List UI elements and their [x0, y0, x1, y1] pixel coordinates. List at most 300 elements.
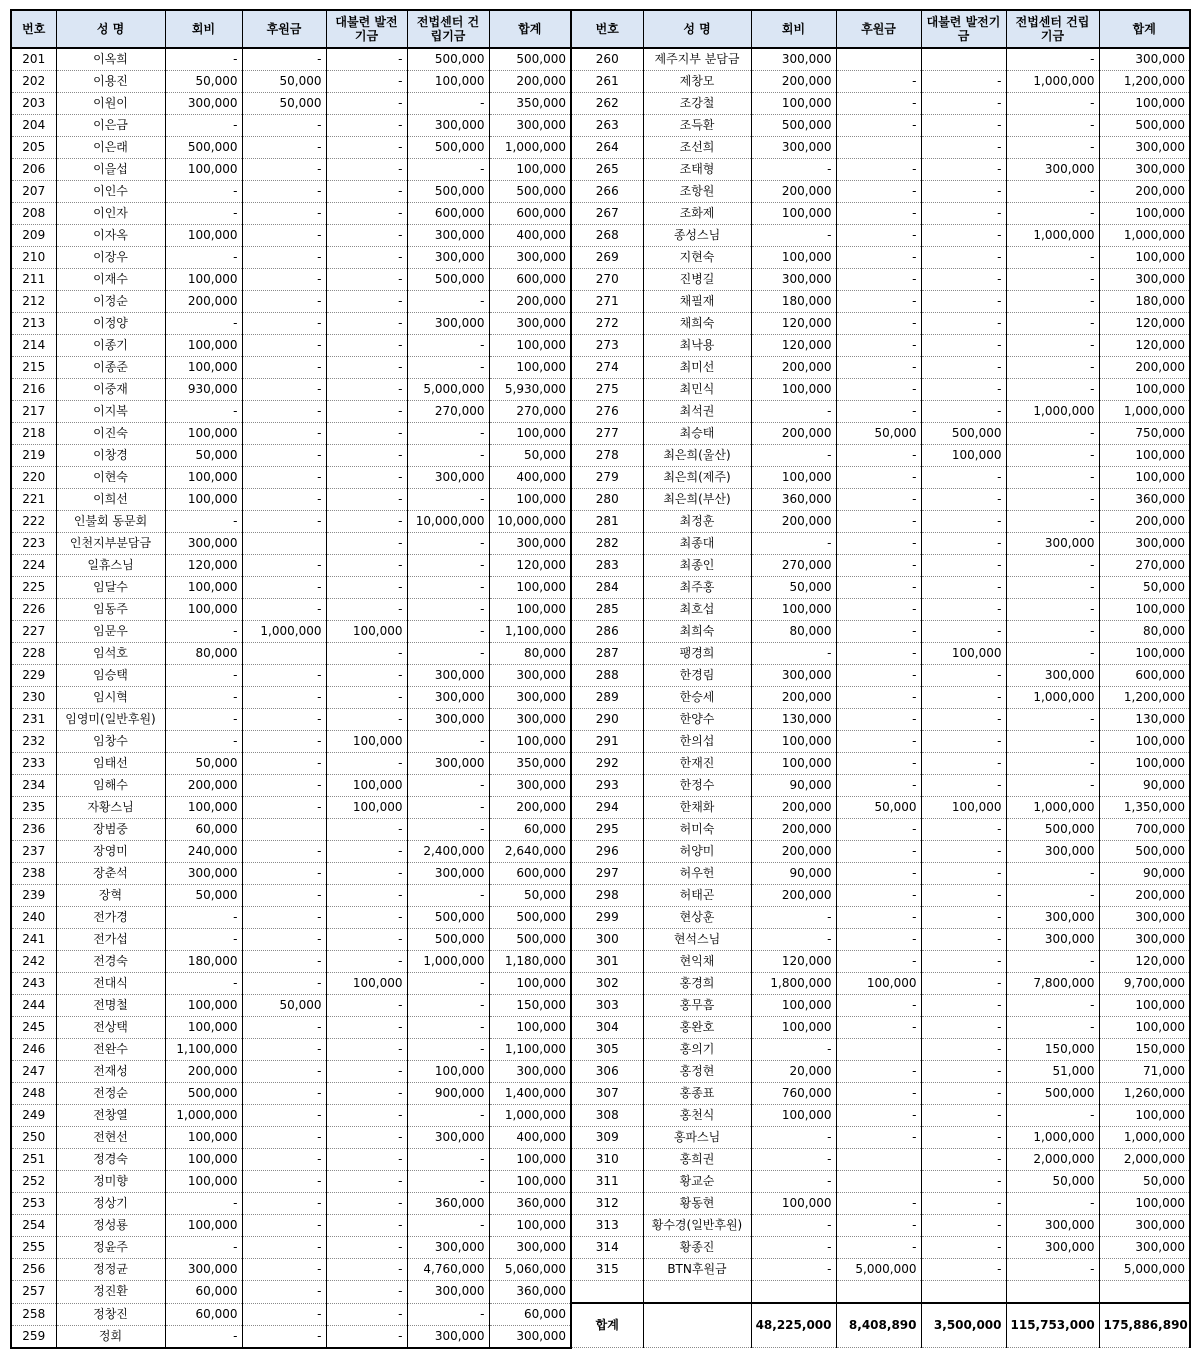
row-donation: - [836, 841, 921, 863]
row-fund1: - [921, 401, 1006, 423]
row-donation: - [242, 907, 326, 929]
row-total: 100,000 [1099, 1193, 1190, 1215]
row-total: 1,000,000 [1099, 225, 1190, 247]
header-fund1: 대불련 발전기금 [921, 10, 1006, 48]
row-name: 이창경 [56, 445, 165, 467]
row-fund1: - [326, 819, 407, 841]
row-fund2: - [1006, 885, 1099, 907]
row-fund1: - [326, 863, 407, 885]
row-name: 이을섭 [56, 159, 165, 181]
row-total: 600,000 [1099, 665, 1190, 687]
row-total: 100,000 [489, 1171, 571, 1193]
table-row [11, 357, 1190, 379]
row-name: 임태선 [56, 753, 165, 775]
row-fund2: - [1006, 599, 1099, 621]
row-donation: - [836, 379, 921, 401]
row-donation: - [242, 775, 326, 797]
row-total: 100,000 [1099, 731, 1190, 753]
row-fund1: - [921, 1237, 1006, 1259]
row-total: 300,000 [489, 533, 571, 555]
row-total: 120,000 [1099, 335, 1190, 357]
row-fund2: - [1006, 511, 1099, 533]
table-row [11, 1039, 1190, 1061]
row-total: 80,000 [489, 643, 571, 665]
row-fund2: - [407, 1039, 489, 1061]
row-fee: 200,000 [165, 775, 242, 797]
row-name: 이지복 [56, 401, 165, 423]
row-donation: - [836, 533, 921, 555]
row-no: 312 [571, 1193, 643, 1215]
row-total: 9,700,000 [1099, 973, 1190, 995]
row-name: 전가섭 [56, 929, 165, 951]
row-donation: - [836, 907, 921, 929]
row-fee: 90,000 [751, 775, 836, 797]
row-fee: 500,000 [165, 1083, 242, 1105]
row-donation: - [242, 181, 326, 203]
row-no: 304 [571, 1017, 643, 1039]
row-fund1: - [326, 577, 407, 599]
row-donation: - [836, 687, 921, 709]
row-donation: - [836, 71, 921, 93]
row-fund1: - [921, 621, 1006, 643]
row-fee: 300,000 [751, 48, 836, 71]
row-donation: - [242, 577, 326, 599]
row-total: 300,000 [1099, 159, 1190, 181]
row-fee: 200,000 [751, 687, 836, 709]
row-fund2: - [1006, 93, 1099, 115]
header-fund2: 전법센터 건립기금 [407, 10, 489, 48]
row-total: 100,000 [489, 335, 571, 357]
row-no: 276 [571, 401, 643, 423]
table-row [11, 1303, 1190, 1325]
row-total: 100,000 [1099, 1017, 1190, 1039]
row-fee: 60,000 [165, 1281, 242, 1304]
row-total: 100,000 [489, 159, 571, 181]
row-fund2: - [407, 1105, 489, 1127]
row-donation: - [242, 445, 326, 467]
row-fund2: - [1006, 269, 1099, 291]
table-row [11, 1259, 1190, 1281]
row-fund1: - [921, 137, 1006, 159]
row-fee: 50,000 [165, 445, 242, 467]
row-total: 300,000 [1099, 929, 1190, 951]
row-name: 이자옥 [56, 225, 165, 247]
row-fund1: - [921, 731, 1006, 753]
blank-cell [643, 1281, 751, 1304]
row-fee: 200,000 [751, 797, 836, 819]
row-donation: 50,000 [836, 797, 921, 819]
row-donation: - [242, 555, 326, 577]
row-fee: 200,000 [165, 291, 242, 313]
row-name: 일휴스님 [56, 555, 165, 577]
row-no: 294 [571, 797, 643, 819]
row-total: 180,000 [1099, 291, 1190, 313]
row-fund1: - [326, 137, 407, 159]
table-row [11, 709, 1190, 731]
row-total: 1,000,000 [489, 137, 571, 159]
header-fee: 회비 [751, 10, 836, 48]
row-fund1: - [921, 1105, 1006, 1127]
table-row [11, 511, 1190, 533]
row-fund1: - [921, 995, 1006, 1017]
row-fund2: 300,000 [1006, 929, 1099, 951]
row-fund1: - [326, 951, 407, 973]
row-fee: 100,000 [165, 159, 242, 181]
row-name: 황동현 [643, 1193, 751, 1215]
row-no: 217 [11, 401, 56, 423]
row-no: 230 [11, 687, 56, 709]
row-name: 임영미(일반후원) [56, 709, 165, 731]
row-no: 223 [11, 533, 56, 555]
row-fund2: 4,760,000 [407, 1259, 489, 1281]
row-fee: - [751, 1237, 836, 1259]
row-fund2: 900,000 [407, 1083, 489, 1105]
row-fund1: - [326, 687, 407, 709]
row-donation: - [242, 247, 326, 269]
row-fund1: - [326, 1083, 407, 1105]
row-no: 303 [571, 995, 643, 1017]
row-total: 100,000 [489, 1017, 571, 1039]
row-no: 290 [571, 709, 643, 731]
row-total: 71,000 [1099, 1061, 1190, 1083]
row-no: 296 [571, 841, 643, 863]
row-no: 245 [11, 1017, 56, 1039]
row-donation: 5,000,000 [836, 1259, 921, 1281]
row-total: 100,000 [1099, 379, 1190, 401]
row-donation: - [242, 929, 326, 951]
row-fund1: - [921, 269, 1006, 291]
row-donation: - [836, 599, 921, 621]
row-fee: - [165, 621, 242, 643]
row-fund1: - [326, 181, 407, 203]
row-no: 202 [11, 71, 56, 93]
row-fee: - [165, 181, 242, 203]
row-fund2: - [1006, 555, 1099, 577]
row-fund2: 1,000,000 [1006, 225, 1099, 247]
row-fee: - [165, 709, 242, 731]
row-fund2: - [407, 797, 489, 819]
row-donation: - [836, 1127, 921, 1149]
row-fund2: - [407, 555, 489, 577]
row-total: 300,000 [1099, 907, 1190, 929]
row-donation: - [242, 1039, 326, 1061]
row-no: 289 [571, 687, 643, 709]
row-fund2: 1,000,000 [1006, 71, 1099, 93]
row-fund2: 500,000 [1006, 1083, 1099, 1105]
row-fee: 200,000 [751, 885, 836, 907]
row-fund2: - [407, 973, 489, 995]
header-fee: 회비 [165, 10, 242, 48]
row-fee: 60,000 [165, 1303, 242, 1325]
row-fund1: - [326, 1039, 407, 1061]
row-fund1: - [921, 489, 1006, 511]
row-donation: 50,000 [836, 423, 921, 445]
row-fund2: - [407, 621, 489, 643]
row-total: 300,000 [489, 709, 571, 731]
row-no: 272 [571, 313, 643, 335]
row-total: 1,200,000 [1099, 71, 1190, 93]
row-donation: - [836, 357, 921, 379]
row-donation: - [836, 489, 921, 511]
row-fund1: - [921, 555, 1006, 577]
row-fee: 760,000 [751, 1083, 836, 1105]
row-no: 313 [571, 1215, 643, 1237]
row-fund2: 1,000,000 [407, 951, 489, 973]
row-name: 이정양 [56, 313, 165, 335]
row-total: 270,000 [1099, 555, 1190, 577]
row-fund1: 100,000 [921, 445, 1006, 467]
row-name: 종성스님 [643, 225, 751, 247]
row-fee: - [165, 247, 242, 269]
row-donation: - [836, 335, 921, 357]
table-row [11, 797, 1190, 819]
header-no: 번호 [571, 10, 643, 48]
row-donation: - [242, 1325, 326, 1348]
row-total: 200,000 [1099, 181, 1190, 203]
table-row [11, 115, 1190, 137]
row-name: 홍무흠 [643, 995, 751, 1017]
row-fee: - [165, 203, 242, 225]
row-total: 500,000 [489, 907, 571, 929]
table-row [11, 907, 1190, 929]
row-no: 207 [11, 181, 56, 203]
row-fee: 300,000 [165, 93, 242, 115]
row-no: 255 [11, 1237, 56, 1259]
row-total: 100,000 [1099, 203, 1190, 225]
row-fund1: - [326, 555, 407, 577]
row-name: 홍완호 [643, 1017, 751, 1039]
row-name: 이종기 [56, 335, 165, 357]
row-no: 239 [11, 885, 56, 907]
row-donation: - [242, 401, 326, 423]
row-fund1: - [326, 93, 407, 115]
row-donation: - [242, 203, 326, 225]
row-donation: - [242, 1215, 326, 1237]
row-fee: - [165, 973, 242, 995]
table-row [11, 731, 1190, 753]
table-row [11, 203, 1190, 225]
row-fund1: - [921, 379, 1006, 401]
row-fee: 100,000 [165, 1171, 242, 1193]
row-name: 최승태 [643, 423, 751, 445]
row-fund1: - [326, 753, 407, 775]
row-fund1: - [326, 467, 407, 489]
row-name: 조강철 [643, 93, 751, 115]
row-no: 261 [571, 71, 643, 93]
row-total: 400,000 [489, 1127, 571, 1149]
row-no: 240 [11, 907, 56, 929]
row-donation: - [242, 423, 326, 445]
row-fee: 60,000 [165, 819, 242, 841]
row-fee: 100,000 [751, 379, 836, 401]
row-name: 최은희(제주) [643, 467, 751, 489]
row-fund1: - [326, 533, 407, 555]
row-fund2: 300,000 [1006, 841, 1099, 863]
row-donation: - [242, 1171, 326, 1193]
row-donation: 50,000 [242, 93, 326, 115]
row-donation: - [242, 1149, 326, 1171]
row-fund1: - [921, 1127, 1006, 1149]
row-fee: 300,000 [165, 533, 242, 555]
row-no: 234 [11, 775, 56, 797]
row-total: 600,000 [489, 269, 571, 291]
row-no: 282 [571, 533, 643, 555]
row-fund1: - [921, 181, 1006, 203]
row-fund2: 300,000 [407, 665, 489, 687]
row-name: 전대식 [56, 973, 165, 995]
row-fee: 100,000 [165, 797, 242, 819]
row-fund1: - [326, 1303, 407, 1325]
row-fee: 200,000 [165, 1061, 242, 1083]
header-name: 성 명 [56, 10, 165, 48]
row-total: 300,000 [489, 1061, 571, 1083]
row-donation: - [242, 951, 326, 973]
row-fee: 100,000 [165, 489, 242, 511]
row-donation: - [836, 929, 921, 951]
row-name: 정미향 [56, 1171, 165, 1193]
row-no: 206 [11, 159, 56, 181]
row-fee: 80,000 [751, 621, 836, 643]
row-fund1: - [326, 1017, 407, 1039]
totals-name-cell [643, 1303, 751, 1348]
totals-fee: 48,225,000 [751, 1303, 836, 1348]
row-total: 200,000 [489, 797, 571, 819]
row-fund2: - [1006, 995, 1099, 1017]
row-fund2: - [407, 995, 489, 1017]
row-fund1: - [326, 1215, 407, 1237]
row-name: 이정순 [56, 291, 165, 313]
row-total: 100,000 [489, 1149, 571, 1171]
row-fund1: - [326, 599, 407, 621]
row-no: 238 [11, 863, 56, 885]
row-fund1: - [326, 357, 407, 379]
row-fund2: 300,000 [407, 467, 489, 489]
row-no: 256 [11, 1259, 56, 1281]
row-name: 현익채 [643, 951, 751, 973]
row-total: 50,000 [1099, 1171, 1190, 1193]
row-name: 인천지부분담금 [56, 533, 165, 555]
row-fund2: - [407, 291, 489, 313]
table-row [11, 841, 1190, 863]
row-name: 팽경희 [643, 643, 751, 665]
row-no: 270 [571, 269, 643, 291]
row-fund1: - [326, 1171, 407, 1193]
row-fee: - [751, 1171, 836, 1193]
row-donation: - [836, 951, 921, 973]
row-fund2: 51,000 [1006, 1061, 1099, 1083]
row-no: 263 [571, 115, 643, 137]
row-total: 150,000 [1099, 1039, 1190, 1061]
row-fee: 100,000 [165, 423, 242, 445]
row-donation [836, 137, 921, 159]
row-fund2: 600,000 [407, 203, 489, 225]
row-no: 274 [571, 357, 643, 379]
row-fund2: 1,000,000 [1006, 1127, 1099, 1149]
row-no: 287 [571, 643, 643, 665]
row-fee: 1,100,000 [165, 1039, 242, 1061]
row-total: 5,930,000 [489, 379, 571, 401]
row-name: 정성룡 [56, 1215, 165, 1237]
row-fund2: 500,000 [407, 137, 489, 159]
row-fund1: - [921, 863, 1006, 885]
table-row [11, 775, 1190, 797]
row-fund2: 300,000 [407, 313, 489, 335]
row-no: 233 [11, 753, 56, 775]
row-fund1: - [921, 1171, 1006, 1193]
row-fund1: - [921, 203, 1006, 225]
row-donation: - [836, 225, 921, 247]
row-name: 이희선 [56, 489, 165, 511]
row-fund2: 300,000 [407, 753, 489, 775]
donation-ledger-table [10, 9, 1191, 1349]
row-fund1: - [921, 1215, 1006, 1237]
row-fund2: 360,000 [407, 1193, 489, 1215]
row-fund2: 2,000,000 [1006, 1149, 1099, 1171]
table-row [11, 137, 1190, 159]
row-fund1: - [326, 203, 407, 225]
row-no: 235 [11, 797, 56, 819]
table-row [11, 577, 1190, 599]
row-fund1: 100,000 [921, 643, 1006, 665]
row-name: 이은금 [56, 115, 165, 137]
row-fund1: - [326, 665, 407, 687]
row-no: 250 [11, 1127, 56, 1149]
row-total: 120,000 [1099, 951, 1190, 973]
row-no: 242 [11, 951, 56, 973]
row-fee: 200,000 [751, 511, 836, 533]
row-fee: - [751, 225, 836, 247]
row-no: 307 [571, 1083, 643, 1105]
row-fund2: - [1006, 643, 1099, 665]
row-fund1: - [326, 115, 407, 137]
row-no: 293 [571, 775, 643, 797]
row-fund1: - [326, 841, 407, 863]
row-no: 262 [571, 93, 643, 115]
row-fund2: - [1006, 1259, 1099, 1281]
row-fee: 80,000 [165, 643, 242, 665]
row-no: 259 [11, 1325, 56, 1348]
row-fee: 120,000 [751, 313, 836, 335]
row-no: 315 [571, 1259, 643, 1281]
row-donation: - [836, 1215, 921, 1237]
row-no: 204 [11, 115, 56, 137]
row-fund2: 1,000,000 [1006, 401, 1099, 423]
row-no: 228 [11, 643, 56, 665]
totals-donation: 8,408,890 [836, 1303, 921, 1348]
row-fee: - [751, 1039, 836, 1061]
row-total: 50,000 [1099, 577, 1190, 599]
row-total: 1,260,000 [1099, 1083, 1190, 1105]
row-fund2: - [1006, 247, 1099, 269]
row-donation: - [836, 1061, 921, 1083]
row-fund1: - [326, 291, 407, 313]
row-no: 309 [571, 1127, 643, 1149]
row-donation: - [242, 137, 326, 159]
table-row [11, 929, 1190, 951]
row-fee: - [751, 445, 836, 467]
row-fee: 100,000 [751, 247, 836, 269]
row-fund2: 5,000,000 [407, 379, 489, 401]
row-donation: - [242, 797, 326, 819]
row-fund2: 300,000 [407, 863, 489, 885]
row-fund1: - [921, 1083, 1006, 1105]
row-no: 251 [11, 1149, 56, 1171]
row-name: 한의섭 [643, 731, 751, 753]
row-donation: - [836, 313, 921, 335]
row-name: 장영미 [56, 841, 165, 863]
table-row [11, 401, 1190, 423]
row-no: 273 [571, 335, 643, 357]
